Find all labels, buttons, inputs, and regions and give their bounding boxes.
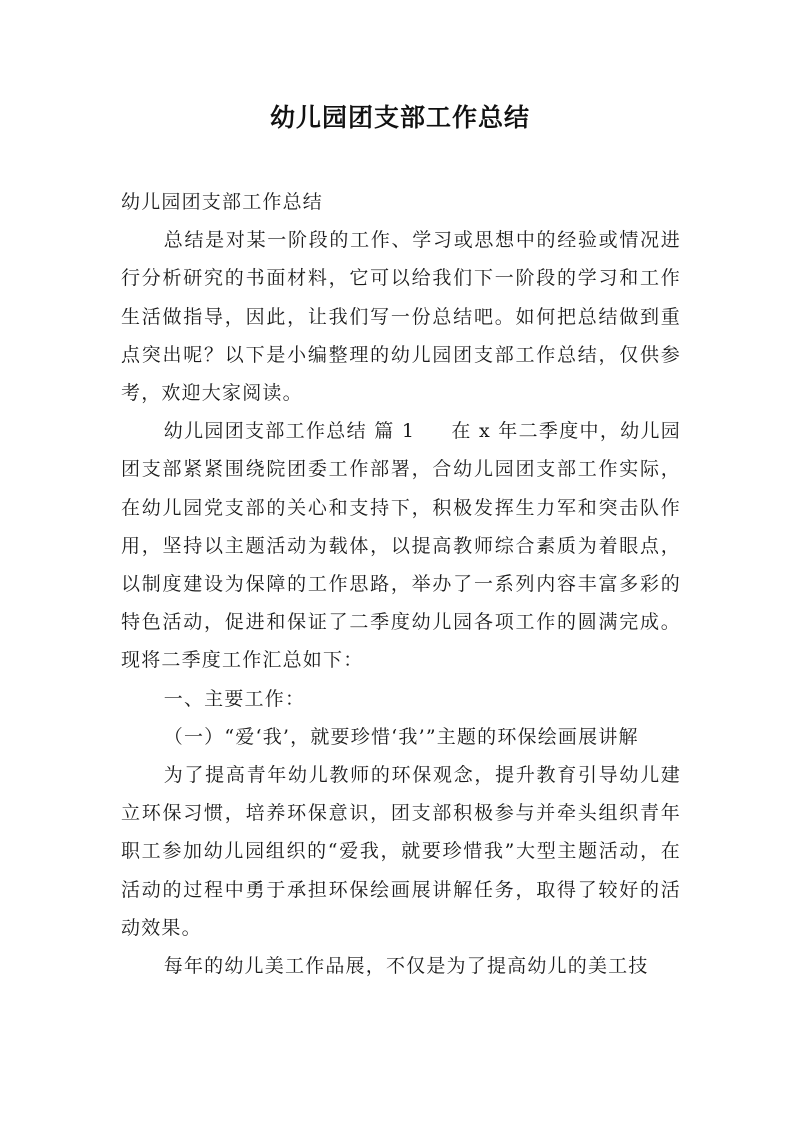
paragraph-subheading-1: （一）“爱‘我’，就要珍惜‘我’”主题的环保绘画展讲解: [163, 725, 639, 748]
document-title: 幼儿园团支部工作总结: [269, 103, 530, 132]
document-body: [121, 183, 681, 985]
paragraph-subtitle: 幼儿园团支部工作总结: [121, 191, 324, 213]
paragraph-art-exhibition: 每年的幼儿美工作品展，不仅是为了提高幼儿的美工技: [163, 955, 649, 978]
paragraph-environment: 为了提高青年幼儿教师的环保观念，提升教育引导幼儿建立环保习惯，培养环保意识，团支部积极参与并牵头组织青年职工参加幼儿园组织的“爱我，就要珍惜我”大型主题活动，在活动的过程中勇于承担环保绘画展讲解任务，取得了较好的活动效果。: [121, 764, 681, 939]
paragraph-section-1: [121, 412, 681, 679]
paragraph-heading-main-work: 一、主要工作：: [163, 687, 306, 710]
section-lead: 幼儿园团支部工作总结 篇 1: [163, 420, 416, 443]
section-text: 在 x 年二季度中，幼儿园团支部紧紧围绕院团委工作部署，合幼儿园团支部工作实际，在幼儿园党支部的关心和支持下，积极发挥生力军和突击队作用，坚持以主题活动为载体，以提高教师综合素质为着眼点，以制度建设为保障的工作思路，举办了一系列内容丰富多彩的特色活动，促进和保证了二季度幼儿园各项工作的圆满完成。现将二季度工作汇总如下：: [121, 420, 681, 672]
paragraph-intro: 总结是对某一阶段的工作、学习或思想中的经验或情况进行分析研究的书面材料，它可以给我们下一阶段的学习和工作生活做指导，因此，让我们写一份总结吧。如何把总结做到重点突出呢？以下是小编整理的幼儿园团支部工作总结，仅供参考，欢迎大家阅读。: [121, 229, 681, 405]
